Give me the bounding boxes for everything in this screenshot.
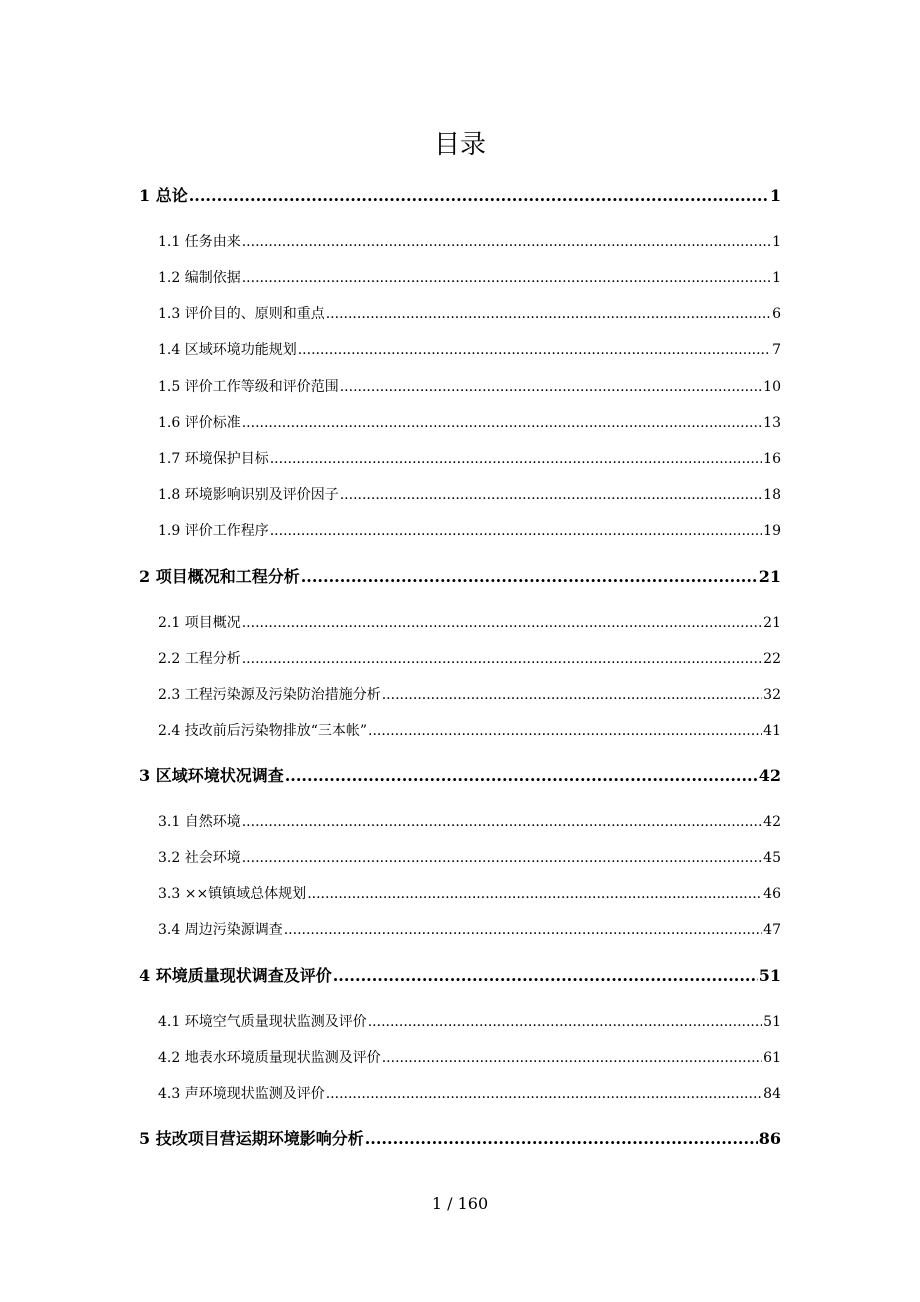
- toc-dot-leader: [242, 848, 762, 868]
- toc-entry-section-1-9[interactable]: [158, 521, 781, 541]
- toc-entry-title: 2.1 项目概况: [158, 615, 241, 631]
- toc-dot-leader: [270, 521, 762, 541]
- toc-dot-leader: [307, 884, 762, 904]
- toc-dot-leader: [340, 377, 762, 397]
- toc-entry-page: 1: [772, 234, 781, 250]
- toc-entry-section-1-1[interactable]: [158, 232, 781, 252]
- toc-entry-chapter-1[interactable]: [139, 184, 781, 208]
- toc-dot-leader: [382, 1048, 762, 1068]
- toc-entry-title: 4.3 声环境现状监测及评价: [158, 1086, 325, 1102]
- toc-entry-title: 1.6 评价标准: [158, 415, 241, 431]
- toc-entry-chapter-4[interactable]: [139, 964, 781, 988]
- toc-entry-page: 10: [763, 379, 781, 395]
- page-title: 目录: [433, 130, 486, 160]
- toc-entry-title: 3.3 ××镇镇域总体规划: [158, 886, 307, 902]
- toc-entry-title: 1.3 评价目的、原则和重点: [158, 306, 325, 322]
- toc-entry-title: 4.2 地表水环境质量现状监测及评价: [158, 1050, 381, 1066]
- toc-entry-page: 47: [763, 922, 781, 938]
- toc-entry-page: 51: [758, 966, 781, 985]
- toc-entry-page: 1: [772, 270, 781, 286]
- toc-entry-chapter-2[interactable]: [139, 565, 781, 589]
- toc-entry-title: 4 环境质量现状调查及评价: [139, 966, 332, 985]
- toc-dot-leader: [333, 964, 758, 988]
- toc-entry-page: 42: [758, 766, 781, 785]
- toc-entry-page: 32: [763, 687, 781, 703]
- toc-entry-page: 22: [763, 651, 781, 667]
- toc-entry-section-3-2[interactable]: [158, 848, 781, 868]
- toc-entry-section-4-3[interactable]: [158, 1084, 781, 1104]
- toc-dot-leader: [326, 1084, 762, 1104]
- toc-entry-chapter-5[interactable]: [139, 1127, 781, 1151]
- toc-entry-page: 7: [772, 342, 781, 358]
- toc-entry-section-1-2[interactable]: [158, 268, 781, 288]
- toc-entry-title: 1.9 评价工作程序: [158, 523, 269, 539]
- toc-entry-section-3-1[interactable]: [158, 812, 781, 832]
- toc-dot-leader: [298, 340, 771, 360]
- toc-entry-section-1-7[interactable]: [158, 449, 781, 469]
- toc-entry-title: 3.4 周边污染源调查: [158, 922, 283, 938]
- toc-entry-section-2-2[interactable]: [158, 649, 781, 669]
- toc-entry-page: 84: [763, 1086, 781, 1102]
- toc-entry-page: 13: [763, 415, 781, 431]
- toc-entry-title: 1.2 编制依据: [158, 270, 241, 286]
- toc-entry-section-4-1[interactable]: [158, 1012, 781, 1032]
- toc-entry-page: 51: [763, 1014, 781, 1030]
- toc-entry-page: 45: [763, 850, 781, 866]
- toc-entry-title: 1.5 评价工作等级和评价范围: [158, 379, 339, 395]
- toc-entry-page: 46: [763, 886, 781, 902]
- toc-entry-section-1-5[interactable]: [158, 377, 781, 397]
- toc-entry-page: 42: [763, 814, 781, 830]
- toc-entry-page: 21: [758, 567, 781, 586]
- toc-entry-section-4-2[interactable]: [158, 1048, 781, 1068]
- toc-entry-page: 61: [763, 1050, 781, 1066]
- toc-dot-leader: [242, 649, 762, 669]
- toc-dot-leader: [368, 721, 762, 741]
- toc-dot-leader: [365, 1127, 758, 1151]
- toc-entry-page: 18: [763, 487, 781, 503]
- toc-entry-title: 3.2 社会环境: [158, 850, 241, 866]
- toc-entry-title: 1.7 环境保护目标: [158, 451, 269, 467]
- toc-dot-leader: [382, 685, 762, 705]
- toc-entry-page: 1: [769, 186, 781, 205]
- toc-dot-leader: [368, 1012, 762, 1032]
- toc-entry-title: 2.3 工程污染源及污染防治措施分析: [158, 687, 381, 703]
- toc-entry-chapter-3[interactable]: [139, 764, 781, 788]
- toc-dot-leader: [242, 268, 771, 288]
- toc-dot-leader: [242, 812, 762, 832]
- toc-entry-title: 1.8 环境影响识别及评价因子: [158, 487, 339, 503]
- toc-dot-leader: [242, 232, 771, 252]
- toc-dot-leader: [284, 920, 762, 940]
- toc-entry-title: 2.2 工程分析: [158, 651, 241, 667]
- toc-dot-leader: [301, 565, 758, 589]
- toc-dot-leader: [270, 449, 762, 469]
- toc-entry-title: 4.1 环境空气质量现状监测及评价: [158, 1014, 367, 1030]
- toc-entry-section-1-8[interactable]: [158, 485, 781, 505]
- toc-entry-section-1-6[interactable]: [158, 413, 781, 433]
- toc-entry-section-1-3[interactable]: [158, 304, 781, 324]
- toc-entry-section-3-3[interactable]: [158, 884, 781, 904]
- toc-entry-title: 5 技改项目营运期环境影响分析: [139, 1129, 364, 1148]
- toc-dot-leader: [285, 764, 758, 788]
- toc-entry-title: 2.4 技改前后污染物排放“三本帐”: [158, 723, 368, 739]
- toc-entry-page: 86: [758, 1129, 781, 1148]
- toc-entry-section-2-1[interactable]: [158, 613, 781, 633]
- toc-entry-title: 3.1 自然环境: [158, 814, 241, 830]
- toc-entry-page: 41: [763, 723, 781, 739]
- toc-dot-leader: [242, 613, 762, 633]
- toc-dot-leader: [340, 485, 762, 505]
- toc-entry-section-1-4[interactable]: [158, 340, 781, 360]
- toc-entry-title: 1 总论: [139, 186, 188, 205]
- toc-entry-page: 6: [772, 306, 781, 322]
- toc-entry-title: 3 区域环境状况调查: [139, 766, 284, 785]
- toc-entry-title: 2 项目概况和工程分析: [139, 567, 300, 586]
- toc-dot-leader: [189, 184, 769, 208]
- toc-dot-leader: [242, 413, 762, 433]
- toc-entry-title: 1.4 区域环境功能规划: [158, 342, 297, 358]
- toc-entry-section-2-3[interactable]: [158, 685, 781, 705]
- toc-entry-page: 16: [763, 451, 781, 467]
- page-number-indicator: 1 / 160: [431, 1194, 489, 1213]
- toc-entry-page: 21: [763, 615, 781, 631]
- toc-entry-page: 19: [763, 523, 781, 539]
- toc-entry-title: 1.1 任务由来: [158, 234, 241, 250]
- toc-entry-section-2-4[interactable]: [158, 721, 781, 741]
- toc-entry-section-3-4[interactable]: [158, 920, 781, 940]
- toc-dot-leader: [326, 304, 771, 324]
